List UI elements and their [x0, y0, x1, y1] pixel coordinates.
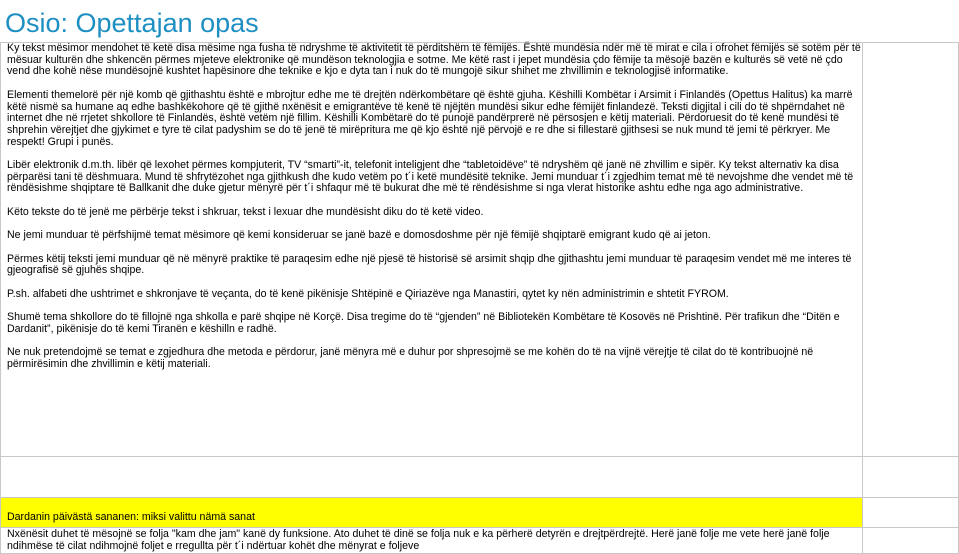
- empty-cell: [1, 457, 863, 498]
- paragraph: Libër elektronik d.m.th. libër që lexohet përmes kompjuterit, TV “smarti”-it, telefonit inteligjent dhe “tabletoidëve” të ndryshëm që janë në zhvillim e sipër. Ky tekst alternativ ka disa përparësi tani të dëshmuara. Mund të shfrytëzohet nga gjithkush dhe kudo vetëm po t´i ketë mundësitë teknike. Jemi munduar t´i zgjedhim temat më të nevojshme dhe vendet më të rëndësishme shqiptare të Ballkanit dhe duke gjetur mënyrë për t´i shfaqur më të bukurat dhe më të rëndësishme si nga vlerat historike ashtu edhe nga ago administrative.: [7, 159, 854, 195]
- intro-cell: [1, 43, 863, 457]
- grid-row: [1, 528, 959, 554]
- paragraph: Këto tekste do të jenë me përbërje tekst i shkruar, tekst i lexuar dhe mundësisht diku do të ketë video.: [7, 205, 484, 218]
- paragraph: Ne nuk pretendojmë se temat e zgjedhura dhe metoda e përdorur, janë mënyra më e duhur por shpresojmë se me kohën do të na vijnë vërejtje të cilat do të kontribuojnë në përmirësimin dhe zhvillimin e këtij materiali.: [7, 346, 814, 370]
- side-cell: [863, 498, 959, 528]
- grid-row: [1, 498, 959, 528]
- side-cell: [863, 457, 959, 498]
- highlight-cell: [1, 498, 863, 528]
- paragraph: Përmes këtij teksti jemi munduar që në mënyrë praktike të paraqesim edhe një pjesë të historisë së arsimit shqip dhe gjithashtu jemi munduar të paraqesim vendet më me interes të gjeografisë së gjuhës shqipe.: [7, 252, 852, 277]
- paragraph: Ky tekst mësimor mendohet të ketë disa mësime nga fusha të ndryshme të aktivitetit të përditshëm të fëmijës. Është mundësia ndër më të mirat e cila i ofrohet fëmijës së sotëm për të mësuar kulturën dhe shkencën përmes mjeteve elektronike që mundëson teknologjia e sotme. Me këtë rast i jepet mundësia çdo fëmije ta mësojë bazën e kulturës së vetë në çdo vend dhe kohë nëse mundësojnë kushtet hapësinore dhe teknike e kjo e dyta tan i nuk do të mungojë sikur shihet me zhvillimin e teknologjisë informatike.: [7, 42, 861, 78]
- paragraph: P.sh. alfabeti dhe ushtrimet e shkronjave të veçanta, do të kenë pikënisje Shtëpinë e Qiriazëve nga Manastiri, qytet ky nën administrimin e shtetit FYROM.: [7, 287, 729, 300]
- side-cell: [863, 43, 959, 457]
- page-title: Osio: Opettajan opas: [5, 8, 259, 38]
- paragraph: Shumë tema shkollore do të fillojnë nga shkolla e parë shqipe në Korçë. Disa tregime do të “gjenden” në Bibliotekën Kombëtare të Kosovës në Prishtinë. Për trafikun dhe “Ditën e Dardanit”, pikënisje do të kemi Tiranën e këshilln e radhë.: [7, 311, 840, 335]
- spacer: [7, 277, 862, 289]
- spacer: [7, 242, 862, 254]
- paragraph: Elementi themelorë për një komb që gjithashtu është e mbrojtur edhe me të drejtën ndërkombëtare që është gjuha. Këshilli Kombëtar i Arsimit i Finlandës (Opettus Halitus) ka marrë këtë nismë sa humane aq edhe bashkëkohore që të gjithë nxënësit e emigrantëve të kenë të njëjtën mundësi sikur edhe fëmijët finlandezë. Teksti digjital i cili do të shpërndahet në internet dhe në rrjetet shkollore të Finlandës, është vetëm një fillim. Këshilli Kombëtarë do të punojë pandërprerë në përsosjen e këtij materiali. Përdoruesit do të kenë mundësi të shprehin vërejtjet dhe gjykimet e tyre të cilat padyshim se do të jenë të mirëpritura me që kjo është një përvojë e re dhe si fillestarë gjithsesi se nuk mund të jemi të përkryer. Me respekt! Grupi i punës.: [7, 88, 853, 148]
- paragraph: Nxënësit duhet të mësojnë se folja "kam dhe jam" kanë dy funksione. Ato duhet të dinë se folja nuk e ka përherë detyrën e drejtpërdrejtë. Herë janë folje me vete herë janë folje ndihmëse të cilat ndihmojnë foljet e rregullta për t´i ndërtuar kohët dhe mënyrat e foljeve: [7, 528, 830, 552]
- grid-row: [1, 457, 959, 498]
- grammar-cell: [1, 528, 863, 554]
- side-cell: [863, 528, 959, 554]
- highlight-text: Dardanin päivästä sananen: miksi valittu nämä sanat: [7, 511, 255, 524]
- grid-row: [1, 43, 959, 457]
- paragraph: Ne jemi munduar të përfshijmë temat mësimore që kemi konsideruar se janë bazë e domosdoshme për një fëmijë shqiptarë emigrant kudo që ai jeton.: [7, 229, 711, 242]
- content-grid: [0, 42, 959, 554]
